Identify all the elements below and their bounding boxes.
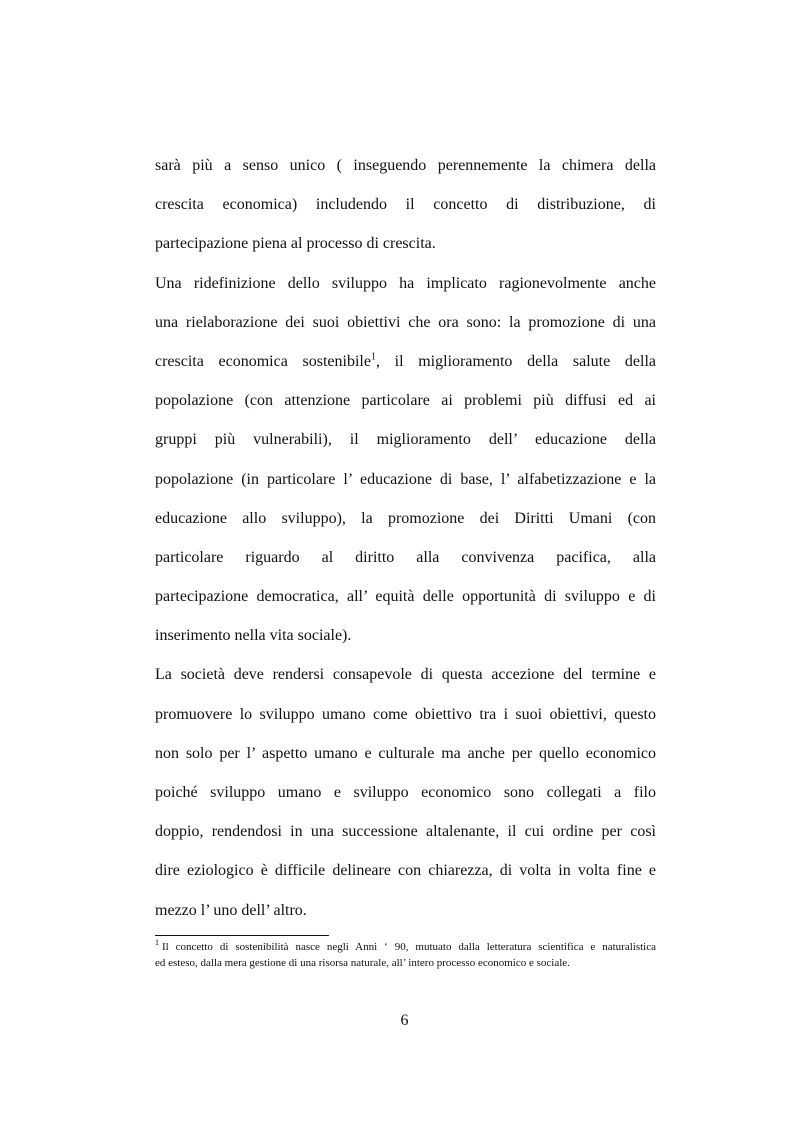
text-line: una rielaborazione dei suoi obiettivi che ora sono: la promozione di una [155, 313, 656, 331]
body-text [155, 146, 656, 930]
text-segment: , il miglioramento della salute della [375, 352, 656, 370]
footnote-separator [155, 935, 329, 936]
text-line: dire eziologico è difficile delineare con chiarezza, di volta in volta fine e [155, 862, 656, 880]
text-line: promuovere lo sviluppo umano come obiettivo tra i suoi obiettivi, questo [155, 705, 656, 723]
text-line: poiché sviluppo umano e sviluppo economico sono collegati a filo [155, 784, 656, 801]
text-line: La società deve rendersi consapevole di questa accezione del termine e [155, 666, 656, 684]
text-line: doppio, rendendosi in una successione altalenante, il cui ordine per così [155, 823, 656, 841]
footnote-text: Il concetto di sostenibilità nasce negli Anni ‘ 90, mutuato dalla letteratura scientifica e naturalistica [162, 941, 656, 953]
text-segment: crescita economica sostenibile [155, 352, 371, 370]
text-line: mezzo l’ uno dell’ altro. [155, 901, 307, 919]
text-line: partecipazione democratica, all’ equità delle opportunità di sviluppo e di [155, 588, 656, 606]
paragraph-2 [155, 264, 656, 656]
text-line: gruppi più vulnerabili), il miglioramento dell’ educazione della [155, 431, 656, 449]
footnote-reference: 1 [370, 351, 376, 363]
footnote [155, 939, 656, 971]
text-line: particolare riguardo al diritto alla convivenza pacifica, alla [155, 548, 656, 566]
text-line: sarà più a senso unico ( inseguendo perennemente la chimera della [155, 157, 656, 174]
text-line: popolazione (in particolare l’ educazione di base, l’ alfabetizzazione e la [155, 470, 656, 488]
paragraph-1 [155, 146, 656, 264]
text-line: educazione allo sviluppo), la promozione dei Diritti Umani (con [155, 509, 656, 527]
footnote-number: 1 [155, 938, 159, 948]
text-line: Una ridefinizione dello sviluppo ha implicato ragionevolmente anche [155, 274, 656, 292]
paragraph-3 [155, 655, 656, 929]
footnote-line: ed esteso, dalla mera gestione di una risorsa naturale, all’ intero processo economico e sociale. [155, 957, 570, 969]
page-number: 6 [400, 1012, 409, 1029]
text-line: inserimento nella vita sociale). [155, 627, 352, 645]
text-line: partecipazione piena al processo di crescita. [155, 235, 436, 253]
text-line: popolazione (con attenzione particolare ai problemi più diffusi ed ai [155, 392, 656, 410]
text-line: crescita economica) includendo il concetto di distribuzione, di [155, 196, 656, 214]
footnote-line [155, 939, 656, 955]
text-line: non solo per l’ aspetto umano e culturale ma anche per quello economico [155, 744, 656, 762]
text-line-with-footnote-ref [155, 342, 656, 381]
